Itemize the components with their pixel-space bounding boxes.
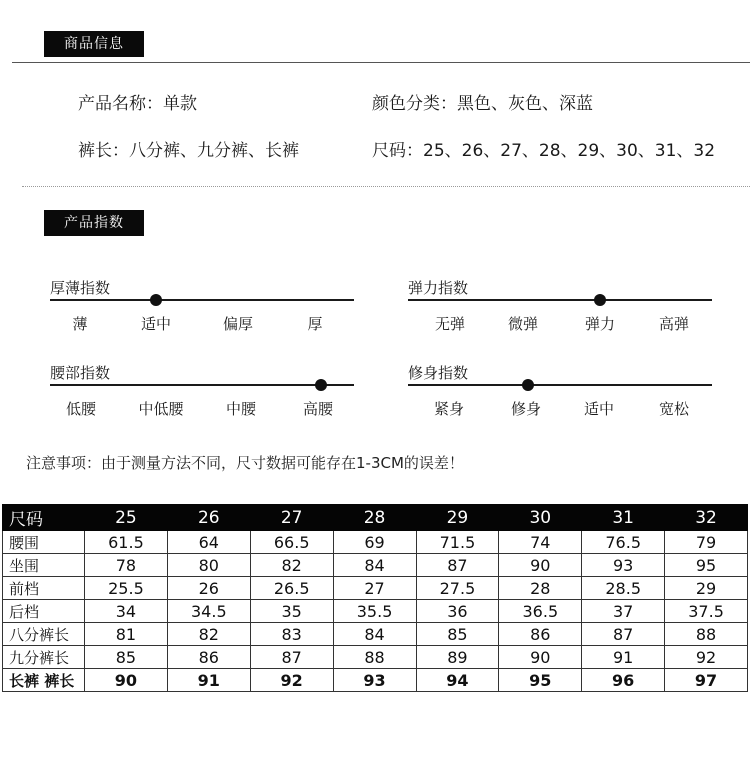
header-cell: 尺码 <box>3 505 85 531</box>
table-cell: 79 <box>665 531 748 554</box>
table-cell: 29 <box>665 577 748 600</box>
scale-label: 中腰 <box>225 400 257 418</box>
scale-label: 宽松 <box>658 400 690 418</box>
table-cell: 81 <box>85 623 168 646</box>
table-cell: 28 <box>499 577 582 600</box>
product-name-row <box>78 89 197 114</box>
scale-label: 适中 <box>583 400 615 418</box>
row-label: 八分裤长 <box>3 623 85 646</box>
table-cell: 35 <box>250 600 333 623</box>
table-cell: 89 <box>416 646 499 669</box>
scale-label: 微弹 <box>507 315 539 333</box>
table-cell: 87 <box>250 646 333 669</box>
table-cell: 37 <box>582 600 665 623</box>
table-cell: 35.5 <box>333 600 416 623</box>
header-cell: 28 <box>333 505 416 531</box>
table-cell: 36 <box>416 600 499 623</box>
table-cell: 27 <box>333 577 416 600</box>
scale-line <box>50 299 354 301</box>
table-cell: 95 <box>499 669 582 692</box>
product-name-label: 产品名称： <box>78 94 163 114</box>
table-cell: 88 <box>665 623 748 646</box>
table-cell: 92 <box>250 669 333 692</box>
header-cell: 25 <box>85 505 168 531</box>
color-label: 颜色分类： <box>372 94 457 114</box>
scale-label: 弹力 <box>584 315 616 333</box>
divider <box>12 62 750 63</box>
header-cell: 27 <box>250 505 333 531</box>
scale-title: 修身指数 <box>408 364 469 382</box>
table-cell: 93 <box>333 669 416 692</box>
length-row <box>78 136 299 161</box>
header-cell: 30 <box>499 505 582 531</box>
table-cell: 34 <box>85 600 168 623</box>
scale-label: 厚 <box>307 315 323 333</box>
table-cell: 74 <box>499 531 582 554</box>
table-row <box>3 623 748 646</box>
length-label: 裤长： <box>78 141 129 161</box>
table-cell: 34.5 <box>167 600 250 623</box>
table-cell: 90 <box>499 646 582 669</box>
table-cell: 93 <box>582 554 665 577</box>
table-cell: 84 <box>333 623 416 646</box>
fit-scale <box>408 362 708 442</box>
size-label: 尺码： <box>372 141 423 161</box>
table-cell: 92 <box>665 646 748 669</box>
table-cell: 78 <box>85 554 168 577</box>
table-cell: 25.5 <box>85 577 168 600</box>
table-cell: 61.5 <box>85 531 168 554</box>
table-cell: 69 <box>333 531 416 554</box>
table-row <box>3 577 748 600</box>
table-cell: 82 <box>250 554 333 577</box>
table-cell: 71.5 <box>416 531 499 554</box>
header-cell: 31 <box>582 505 665 531</box>
size-table <box>2 504 748 692</box>
table-cell: 85 <box>85 646 168 669</box>
scale-label: 高弹 <box>658 315 690 333</box>
table-cell: 90 <box>85 669 168 692</box>
scale-marker <box>315 379 327 391</box>
dotted-divider <box>22 186 750 187</box>
scale-title: 厚薄指数 <box>50 279 111 297</box>
scale-label: 中低腰 <box>138 400 184 418</box>
table-cell: 27.5 <box>416 577 499 600</box>
table-cell: 85 <box>416 623 499 646</box>
scale-title: 腰部指数 <box>50 364 111 382</box>
thickness-scale <box>50 277 350 357</box>
header-cell: 32 <box>665 505 748 531</box>
elasticity-scale <box>408 277 708 357</box>
header-cell: 26 <box>167 505 250 531</box>
scale-label: 修身 <box>510 400 542 418</box>
scale-line <box>50 384 354 386</box>
row-label: 长裤 裤长 <box>3 669 85 692</box>
table-cell: 86 <box>499 623 582 646</box>
table-cell: 80 <box>167 554 250 577</box>
scale-marker <box>522 379 534 391</box>
table-cell: 28.5 <box>582 577 665 600</box>
length-value: 八分裤、九分裤、长裤 <box>129 141 299 161</box>
table-cell: 26 <box>167 577 250 600</box>
table-row <box>3 531 748 554</box>
table-cell: 64 <box>167 531 250 554</box>
table-cell: 87 <box>416 554 499 577</box>
header-cell: 29 <box>416 505 499 531</box>
table-cell: 66.5 <box>250 531 333 554</box>
scale-marker <box>150 294 162 306</box>
table-cell: 83 <box>250 623 333 646</box>
row-label: 九分裤长 <box>3 646 85 669</box>
color-value: 黑色、灰色、深蓝 <box>457 94 593 114</box>
table-cell: 26.5 <box>250 577 333 600</box>
table-row <box>3 669 748 692</box>
table-cell: 87 <box>582 623 665 646</box>
row-label: 前档 <box>3 577 85 600</box>
section-title-product-info: 商品信息 <box>44 31 144 57</box>
table-cell: 97 <box>665 669 748 692</box>
size-value: 25、26、27、28、29、30、31、32 <box>423 141 716 161</box>
table-cell: 76.5 <box>582 531 665 554</box>
scale-label: 偏厚 <box>222 315 254 333</box>
table-header-row <box>3 505 748 531</box>
color-row <box>372 89 593 114</box>
row-label: 坐围 <box>3 554 85 577</box>
table-cell: 88 <box>333 646 416 669</box>
table-cell: 91 <box>167 669 250 692</box>
table-row <box>3 554 748 577</box>
table-cell: 86 <box>167 646 250 669</box>
waist-scale <box>50 362 350 442</box>
scale-label: 高腰 <box>302 400 334 418</box>
section-title-product-index: 产品指数 <box>44 210 144 236</box>
scale-label: 紧身 <box>433 400 465 418</box>
table-row <box>3 646 748 669</box>
scale-label: 薄 <box>72 315 88 333</box>
scale-label: 适中 <box>140 315 172 333</box>
table-cell: 91 <box>582 646 665 669</box>
row-label: 腰围 <box>3 531 85 554</box>
table-cell: 94 <box>416 669 499 692</box>
scale-title: 弹力指数 <box>408 279 469 297</box>
table-cell: 82 <box>167 623 250 646</box>
scale-label: 低腰 <box>65 400 97 418</box>
table-cell: 95 <box>665 554 748 577</box>
scale-line <box>408 299 712 301</box>
size-row <box>372 136 715 161</box>
table-cell: 96 <box>582 669 665 692</box>
row-label: 后档 <box>3 600 85 623</box>
table-row <box>3 600 748 623</box>
measurement-note: 注意事项：由于测量方法不同，尺寸数据可能存在1-3CM的误差！ <box>26 454 464 472</box>
product-name-value: 单款 <box>163 94 197 114</box>
table-cell: 90 <box>499 554 582 577</box>
table-cell: 36.5 <box>499 600 582 623</box>
scale-marker <box>594 294 606 306</box>
scale-label: 无弹 <box>434 315 466 333</box>
table-cell: 84 <box>333 554 416 577</box>
scale-line <box>408 384 712 386</box>
table-cell: 37.5 <box>665 600 748 623</box>
